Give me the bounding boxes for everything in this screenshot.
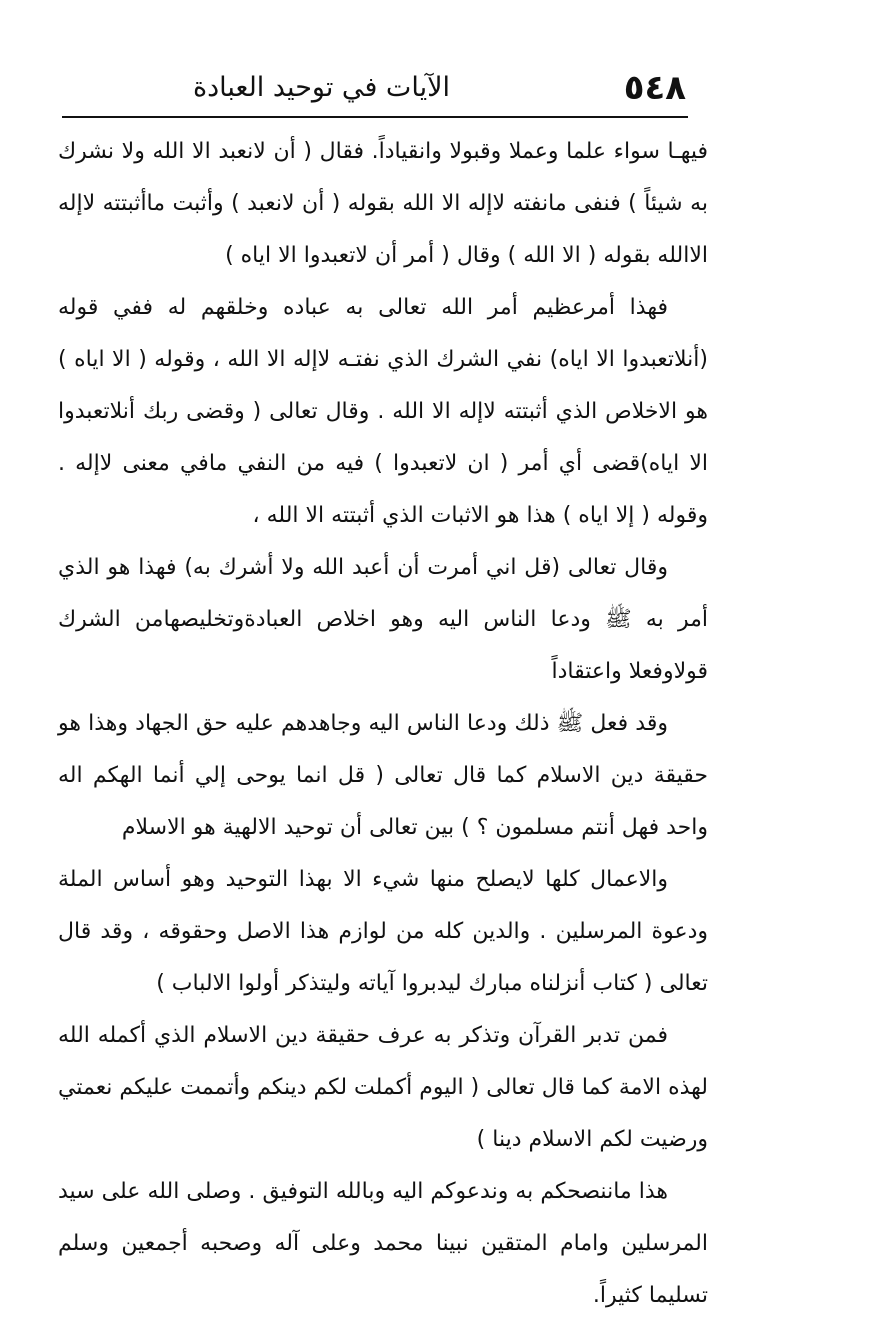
body-text [58, 126, 708, 1322]
page-number: ٥٤٨ [623, 68, 686, 108]
paragraph-7: هذا ماننصحكم به وندعوكم اليه وبالله التوفيق . وصلى الله على سيد المرسلين وامام المتقين نبينا محمد وعلى آله وصحبه أجمعين وسلم تسليما كثيراً. [58, 1179, 708, 1308]
paragraph-4: وقد فعل ﷺ ذلك ودعا الناس اليه وجاهدهم عليه حق الجهاد وهذا هو حقيقة دين الاسلام كما قال تعالى ( قل انما يوحى إلي أنما الهكم اله واحد فهل أنتم مسلمون ؟ ) بين تعالى أن توحيد الالهية هو الاسلام [58, 711, 708, 840]
paragraph-5: والاعمال كلها لايصلح منها شيء الا بهذا التوحيد وهو أساس الملة ودعوة المرسلين . والدين كله من لوازم هذا الاصل وحقوقه ، وقد قال تعالى ( كتاب أنزلناه مبارك ليدبروا آياته وليتذكر أولوا الالباب ) [58, 867, 708, 996]
paragraph-2: فهذا أمرعظيم أمر الله تعالى به عباده وخلقهم له ففي قوله (أنلاتعبدوا الا اياه) نفي الشرك الذي نفتـه لاإله الا الله ، وقوله ( الا اياه ) هو الاخلاص الذي أثبتته لاإله الا الله . وقال تعالى ( وقضى ربك أنلاتعبدوا الا اياه)قضى أي أمر ( ان لاتعبدوا ) فيه من النفي مافي معنى لاإله . وقوله ( إلا اياه ) هذا هو الاثبات الذي أثبتته الا الله ، [58, 295, 708, 528]
paragraph-3: وقال تعالى (قل اني أمرت أن أعبد الله ولا أشرك به) فهذا هو الذي أمر به ﷺ ودعا الناس اليه وهو اخلاص العبادةوتخليصهامن الشرك قولاوفعلا واعتقاداً [58, 555, 708, 684]
running-title: الآيات في توحيد العبادة [193, 72, 450, 103]
paragraph-6: فمن تدبر القرآن وتذكر به عرف حقيقة دين الاسلام الذي أكمله الله لهذه الامة كما قال تعالى ( اليوم أكملت لكم دينكم وأتممت عليكم نعمتي ورضيت لكم الاسلام دينا ) [58, 1023, 708, 1152]
header-rule [62, 116, 688, 118]
page-header [62, 62, 686, 112]
paragraph-1: فيهـا سواء علما وعملا وقبولا وانقياداً. فقال ( أن لانعبد الا الله ولا نشرك به شيئاً ) فنفى مانفته لاإله الا الله بقوله ( أن لانعبد ) وأثبت ماأثبتته لاإله الاالله بقوله ( الا الله ) وقال ( أمر أن لاتعبدوا الا اياه ) [58, 139, 708, 268]
